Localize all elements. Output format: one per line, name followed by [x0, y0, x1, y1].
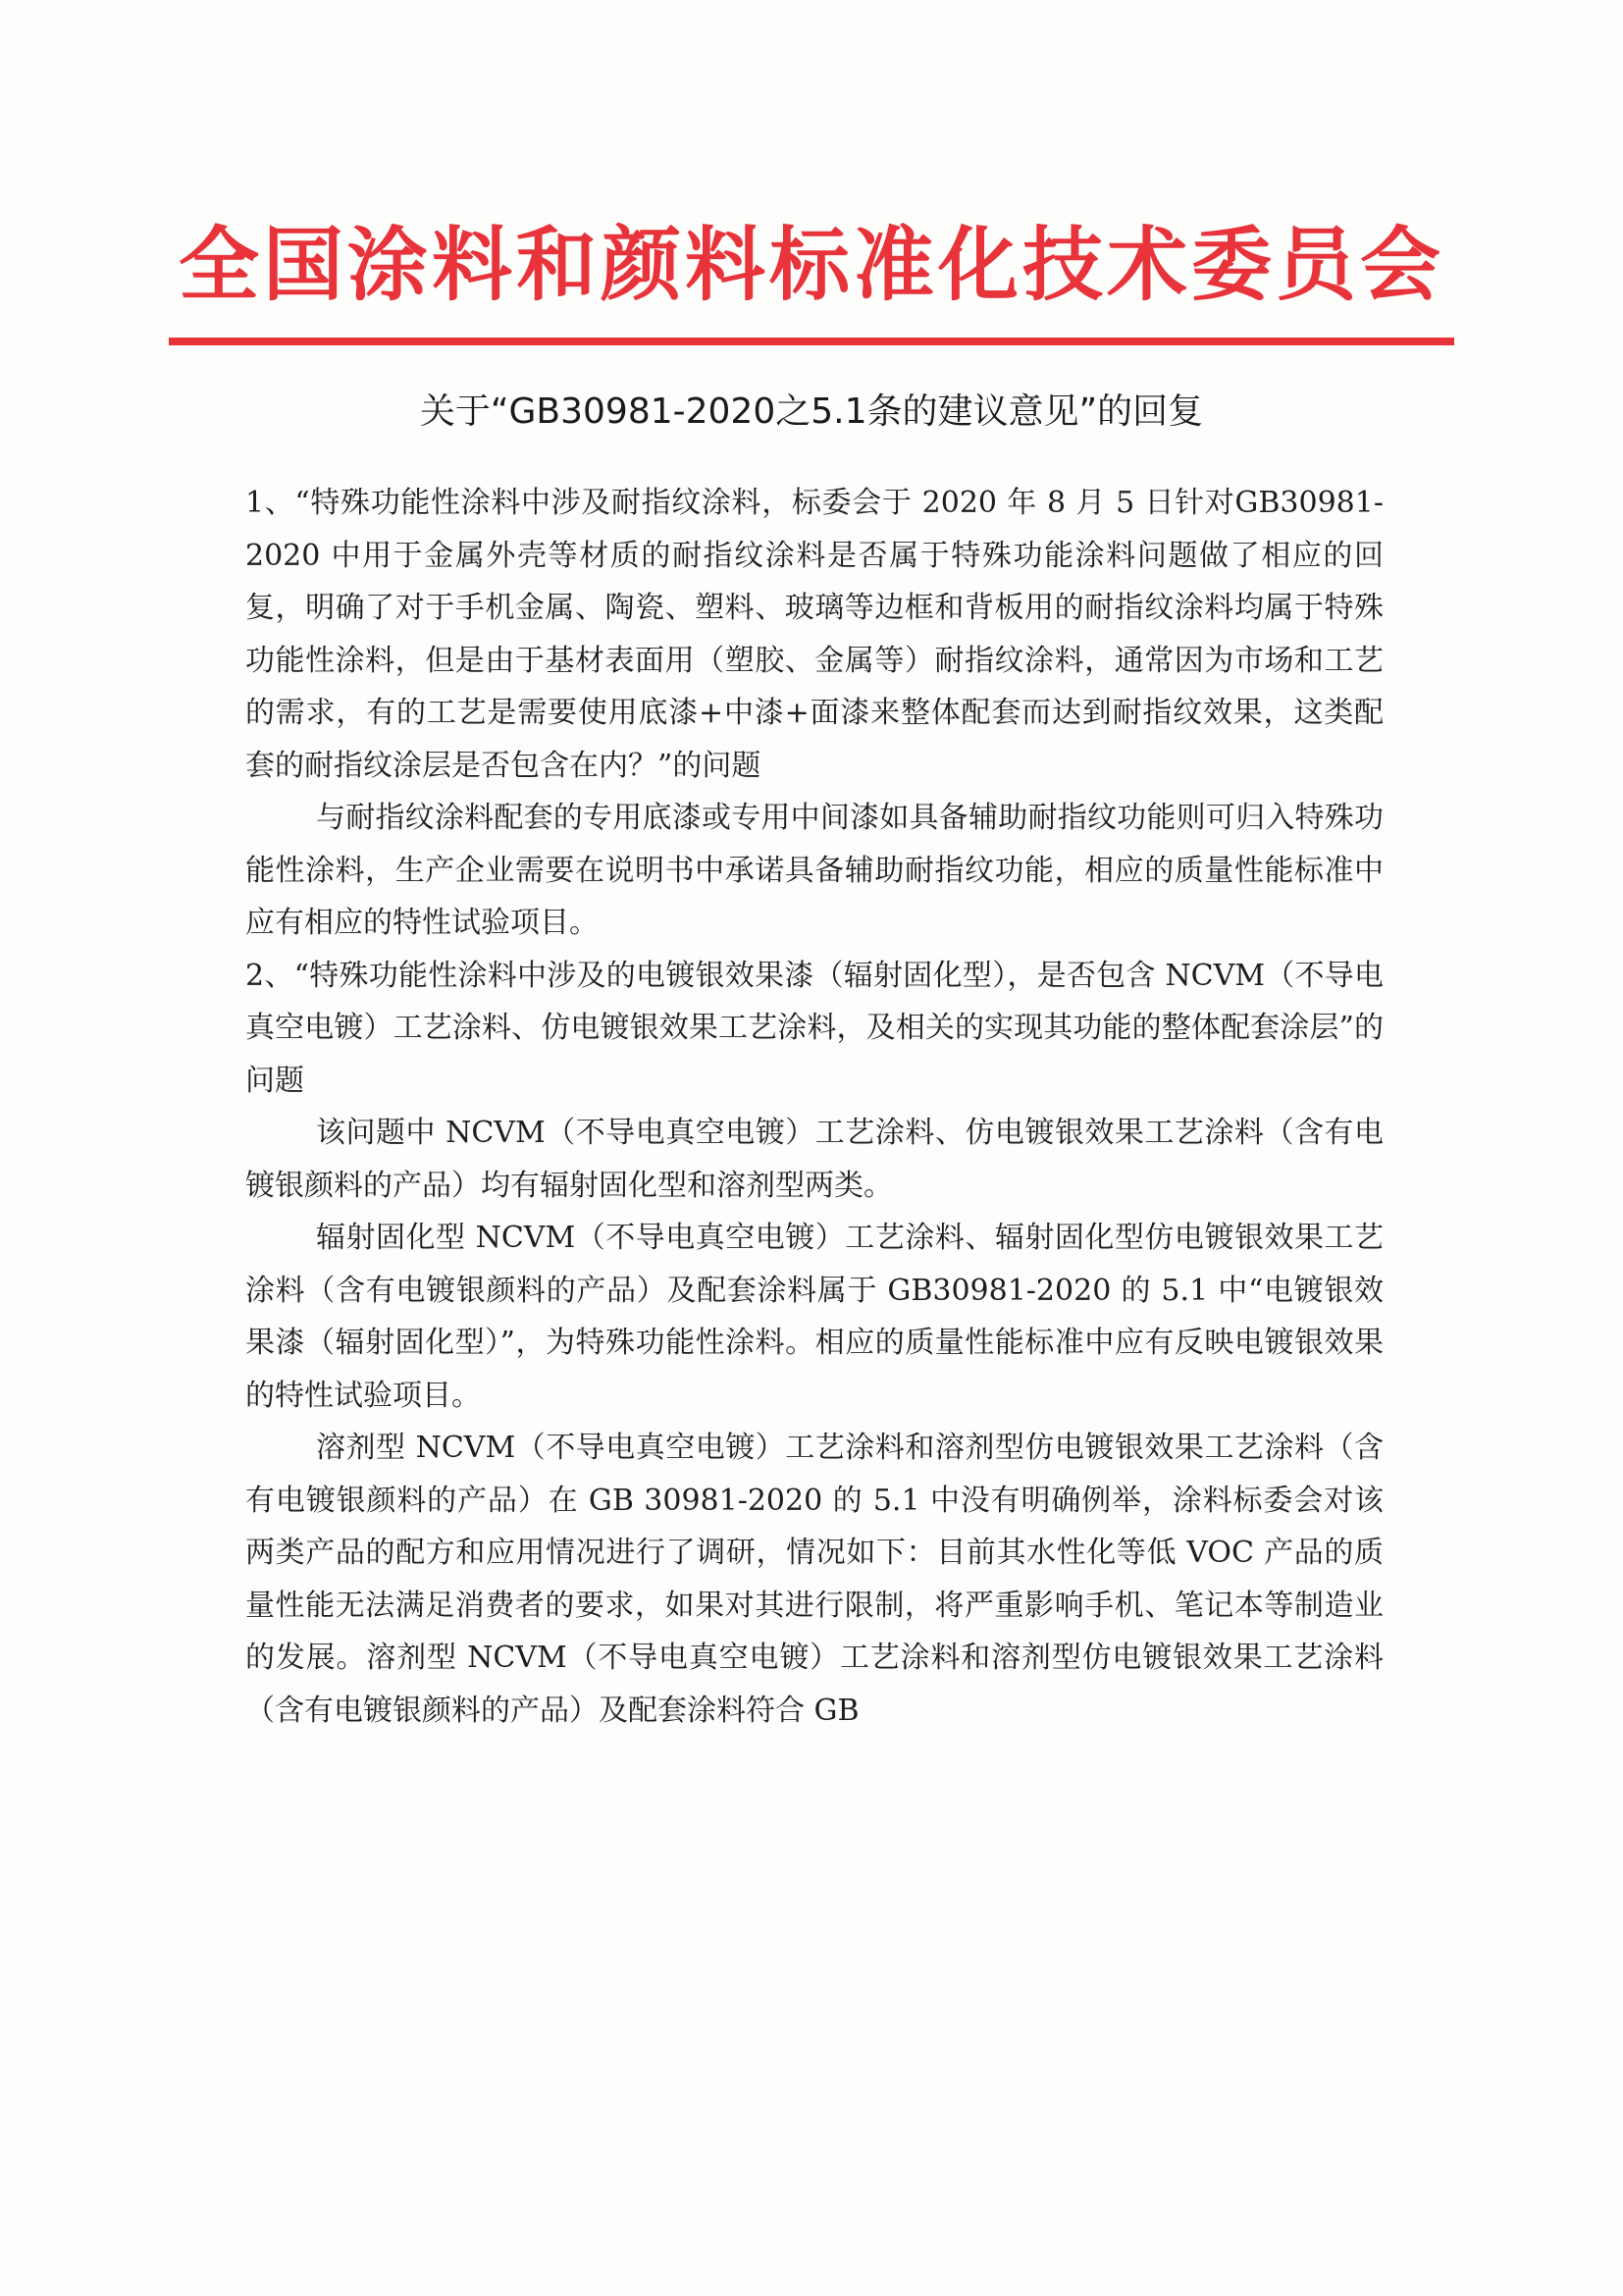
question-2: 2、“特殊功能性涂料中涉及的电镀银效果漆（辐射固化型），是否包含 NCVM（不导电真空电镀）工艺涂料、仿电镀银效果工艺涂料，及相关的实现其功能的整体配套涂层”的问题 [245, 958, 1384, 1098]
header-divider [169, 338, 1454, 345]
answer-2-paragraph-1: 该问题中 NCVM（不导电真空电镀）工艺涂料、仿电镀银效果工艺涂料（含有电镀银颜料的产品）均有辐射固化型和溶剂型两类。 [245, 1116, 1384, 1203]
document-body [245, 477, 1384, 1737]
answer-2-paragraph-3: 溶剂型 NCVM（不导电真空电镀）工艺涂料和溶剂型仿电镀银效果工艺涂料（含有电镀银颜料的产品）在 GB 30981-2020 的 5.1 中没有明确例举，涂料标委会对该两类产品的配方和应用情况进行了调研，情况如下：目前其水性化等低 VOC 产品的质量性能无法满足消费者的要求，如果对其进行限制，将严重影响手机、笔记本等制造业的发展。溶剂型 NCVM（不导电真空电镀）工艺涂料和溶剂型仿电镀银效果工艺涂料（含有电镀银颜料的产品）及配套涂料符合 GB [245, 1431, 1384, 1728]
document-title: 关于“GB30981-2020之5.1条的建议意见”的回复 [419, 391, 1204, 432]
answer-1: 与耐指纹涂料配套的专用底漆或专用中间漆如具备辅助耐指纹功能则可归入特殊功能性涂料，生产企业需要在说明书中承诺具备辅助耐指纹功能，相应的质量性能标准中应有相应的特性试验项目。 [245, 801, 1384, 940]
answer-2-paragraph-2: 辐射固化型 NCVM（不导电真空电镀）工艺涂料、辐射固化型仿电镀银效果工艺涂料（含有电镀银颜料的产品）及配套涂料属于 GB30981-2020 的 5.1 中“电镀银效果漆（辐射固化型）”，为特殊功能性涂料。相应的质量性能标准中应有反映电镀银效果的特性试验项目。 [245, 1221, 1384, 1413]
question-1: 1、“特殊功能性涂料中涉及耐指纹涂料，标委会于 2020 年 8 月 5 日针对GB30981-2020 中用于金属外壳等材质的耐指纹涂料是否属于特殊功能涂料问题做了相应的回复，明确了对于手机金属、陶瓷、塑料、玻璃等边框和背板用的耐指纹涂料均属于特殊功能性涂料，但是由于基材表面用（塑胶、金属等）耐指纹涂料，通常因为市场和工艺的需求，有的工艺是需要使用底漆+中漆+面漆来整体配套而达到耐指纹效果，这类配套的耐指纹涂层是否包含在内？”的问题 [245, 486, 1384, 783]
organization-header: 全国涂料和颜料标准化技术委员会 [178, 218, 1444, 312]
